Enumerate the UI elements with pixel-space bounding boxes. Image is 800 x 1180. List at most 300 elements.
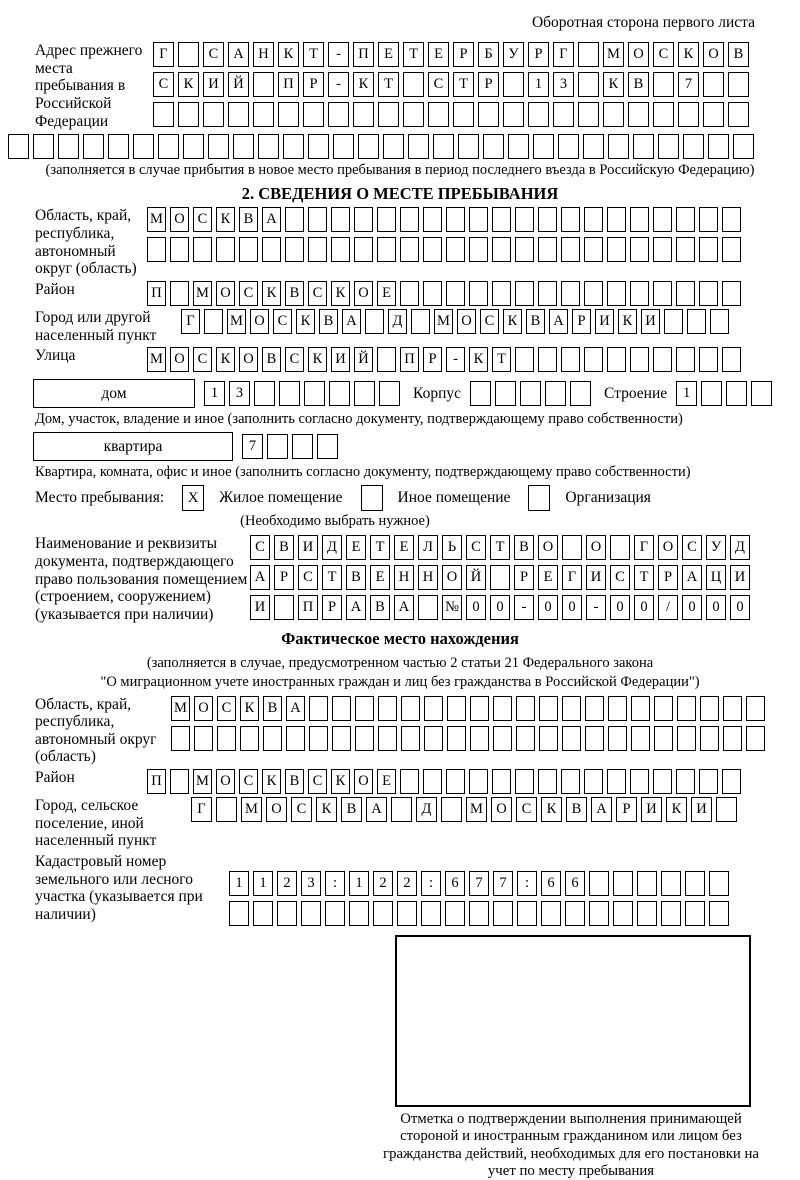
char-cell xyxy=(308,207,327,232)
char-cell xyxy=(441,797,462,822)
char-cell xyxy=(746,726,765,751)
char-cell: Е xyxy=(394,535,414,560)
char-cell xyxy=(653,281,672,306)
actual-location-title: Фактическое место нахождения xyxy=(281,628,519,648)
char-cell: Г xyxy=(634,535,654,560)
char-cell xyxy=(446,769,465,794)
char-cell xyxy=(279,381,300,406)
char-cell xyxy=(722,281,741,306)
char-cell: Т xyxy=(403,42,424,67)
char-cell: О xyxy=(658,535,678,560)
char-cell xyxy=(661,901,681,926)
char-cell: - xyxy=(446,347,465,372)
char-cell: О xyxy=(266,797,287,822)
char-cell: И xyxy=(730,565,750,590)
char-cell: 6 xyxy=(541,871,561,896)
char-cell: И xyxy=(250,595,270,620)
char-cell xyxy=(578,42,599,67)
char-cell xyxy=(194,726,213,751)
char-cell xyxy=(722,237,741,262)
char-cell: К xyxy=(331,281,350,306)
char-cell: А xyxy=(286,696,305,721)
char-cell xyxy=(538,281,557,306)
char-cell xyxy=(700,696,719,721)
char-cell: 7 xyxy=(242,434,263,459)
char-cell xyxy=(469,237,488,262)
char-cell xyxy=(539,726,558,751)
char-cell: М xyxy=(603,42,624,67)
char-cell xyxy=(589,901,609,926)
char-cell xyxy=(353,102,374,127)
document-row-2 xyxy=(250,565,750,590)
apartment-note: Квартира, комната, офис и иное (заполнить согласно документу, подтверждающему право собственности) xyxy=(35,464,691,481)
char-cell xyxy=(379,381,400,406)
char-cell: 1 xyxy=(676,381,697,406)
char-cell: № xyxy=(442,595,462,620)
char-cell xyxy=(538,237,557,262)
char-cell: Т xyxy=(490,535,510,560)
char-cell: М xyxy=(171,696,190,721)
char-cell xyxy=(424,696,443,721)
char-cell xyxy=(309,726,328,751)
char-cell: С xyxy=(298,565,318,590)
char-cell: В xyxy=(566,797,587,822)
char-cell: Й xyxy=(354,347,373,372)
char-cell xyxy=(528,102,549,127)
char-cell: В xyxy=(370,595,390,620)
apartment-box-label: квартира xyxy=(33,432,233,461)
char-cell xyxy=(728,72,749,97)
char-cell: К xyxy=(296,309,315,334)
char-cell: Е xyxy=(428,42,449,67)
char-cell xyxy=(677,696,696,721)
char-cell: 0 xyxy=(682,595,702,620)
char-cell xyxy=(397,901,417,926)
char-cell xyxy=(561,347,580,372)
street-row xyxy=(147,347,741,372)
char-cell xyxy=(561,281,580,306)
char-cell xyxy=(603,102,624,127)
char-cell xyxy=(653,237,672,262)
char-cell: 7 xyxy=(469,871,489,896)
char-cell: С xyxy=(516,797,537,822)
char-cell: Р xyxy=(528,42,549,67)
char-cell xyxy=(613,901,633,926)
char-cell: Г xyxy=(191,797,212,822)
char-cell: И xyxy=(641,797,662,822)
document-label: Наименование и реквизиты документа, подтверждающего право пользования помещением (строением, сооружением) (указывается при наличии) xyxy=(35,535,248,623)
char-cell xyxy=(33,134,54,159)
char-cell xyxy=(545,381,566,406)
char-cell xyxy=(508,134,529,159)
char-cell xyxy=(401,696,420,721)
char-cell xyxy=(254,381,275,406)
char-cell: М xyxy=(147,207,166,232)
char-cell xyxy=(517,901,537,926)
char-cell: А xyxy=(549,309,568,334)
char-cell xyxy=(292,434,313,459)
char-cell xyxy=(411,309,430,334)
document-row-3 xyxy=(250,595,750,620)
char-cell xyxy=(584,207,603,232)
char-cell xyxy=(391,797,412,822)
char-cell: К xyxy=(503,309,522,334)
char-cell: И xyxy=(691,797,712,822)
char-cell xyxy=(565,901,585,926)
cadastral-row-2 xyxy=(229,901,729,926)
char-cell: С xyxy=(466,535,486,560)
char-cell xyxy=(516,696,535,721)
char-cell xyxy=(710,309,729,334)
street-label: Улица xyxy=(35,347,76,365)
char-cell: В xyxy=(319,309,338,334)
prev-address-note: (заполняется в случае прибытия в новое место пребывания в период последнего въезда в Российскую Федерацию) xyxy=(45,162,755,179)
char-cell: В xyxy=(341,797,362,822)
char-cell xyxy=(377,347,396,372)
char-cell: 1 xyxy=(204,381,225,406)
char-cell xyxy=(332,726,351,751)
char-cell xyxy=(562,726,581,751)
char-cell: М xyxy=(193,769,212,794)
char-cell xyxy=(217,726,236,751)
char-cell: Р xyxy=(274,565,294,590)
char-cell: Д xyxy=(730,535,750,560)
char-cell xyxy=(274,595,294,620)
char-cell xyxy=(653,102,674,127)
char-cell: Г xyxy=(553,42,574,67)
char-cell: 2 xyxy=(373,871,393,896)
char-cell xyxy=(286,726,305,751)
char-cell: К xyxy=(178,72,199,97)
char-cell: Н xyxy=(253,42,274,67)
char-cell xyxy=(699,207,718,232)
char-cell xyxy=(631,726,650,751)
char-cell: С xyxy=(239,281,258,306)
char-cell: Р xyxy=(514,565,534,590)
char-cell: Ь xyxy=(442,535,462,560)
char-cell: Т xyxy=(492,347,511,372)
char-cell: 0 xyxy=(634,595,654,620)
char-cell: М xyxy=(147,347,166,372)
char-cell xyxy=(653,72,674,97)
char-cell xyxy=(331,237,350,262)
char-cell xyxy=(630,237,649,262)
char-cell: В xyxy=(628,72,649,97)
char-cell: К xyxy=(469,347,488,372)
char-cell: 0 xyxy=(610,595,630,620)
char-cell xyxy=(585,696,604,721)
char-cell xyxy=(607,281,626,306)
char-cell xyxy=(253,72,274,97)
region-label: Область, край, республика, автономный округ (область) xyxy=(35,207,137,278)
char-cell: Е xyxy=(370,565,390,590)
char-cell xyxy=(239,237,258,262)
char-cell: В xyxy=(514,535,534,560)
char-cell xyxy=(676,769,695,794)
char-cell: - xyxy=(328,72,349,97)
document-row-1 xyxy=(250,535,750,560)
char-cell xyxy=(423,281,442,306)
stay-type-note: (Необходимо выбрать нужное) xyxy=(240,513,430,530)
char-cell: / xyxy=(658,595,678,620)
char-cell: П xyxy=(147,769,166,794)
char-cell xyxy=(170,237,189,262)
char-cell xyxy=(492,207,511,232)
char-cell xyxy=(515,237,534,262)
char-cell xyxy=(676,237,695,262)
char-cell: Р xyxy=(453,42,474,67)
char-cell: Н xyxy=(418,565,438,590)
char-cell xyxy=(722,207,741,232)
char-cell: К xyxy=(216,347,235,372)
char-cell: Е xyxy=(538,565,558,590)
char-cell xyxy=(285,207,304,232)
char-cell xyxy=(493,696,512,721)
char-cell: Т xyxy=(453,72,474,97)
char-cell xyxy=(578,102,599,127)
char-cell xyxy=(469,901,489,926)
char-cell xyxy=(458,134,479,159)
char-cell: П xyxy=(147,281,166,306)
char-cell: А xyxy=(250,565,270,590)
cadastral-label: Кадастровый номер земельного или лесного участка (указывается при наличии) xyxy=(35,853,203,924)
char-cell: К xyxy=(353,72,374,97)
char-cell xyxy=(203,102,224,127)
char-cell xyxy=(685,901,705,926)
char-cell xyxy=(331,207,350,232)
section2-title: 2. СВЕДЕНИЯ О МЕСТЕ ПРЕБЫВАНИЯ xyxy=(241,184,559,204)
char-cell xyxy=(677,726,696,751)
char-cell xyxy=(183,134,204,159)
char-cell: Т xyxy=(303,42,324,67)
char-cell: С xyxy=(273,309,292,334)
char-cell xyxy=(193,237,212,262)
char-cell: 3 xyxy=(301,871,321,896)
char-cell xyxy=(561,237,580,262)
char-cell xyxy=(158,134,179,159)
char-cell: С xyxy=(250,535,270,560)
char-cell xyxy=(562,696,581,721)
char-cell xyxy=(317,434,338,459)
char-cell xyxy=(583,134,604,159)
actual-district-row xyxy=(147,769,741,794)
char-cell: 2 xyxy=(277,871,297,896)
char-cell xyxy=(418,595,438,620)
char-cell xyxy=(469,281,488,306)
char-cell xyxy=(433,134,454,159)
char-cell xyxy=(178,102,199,127)
char-cell xyxy=(562,535,582,560)
char-cell xyxy=(377,207,396,232)
char-cell xyxy=(423,769,442,794)
char-cell: И xyxy=(331,347,350,372)
char-cell xyxy=(377,237,396,262)
char-cell xyxy=(610,535,630,560)
char-cell xyxy=(283,134,304,159)
char-cell xyxy=(538,207,557,232)
char-cell: У xyxy=(706,535,726,560)
char-cell: 3 xyxy=(229,381,250,406)
char-cell xyxy=(147,237,166,262)
char-cell xyxy=(584,237,603,262)
char-cell: С xyxy=(239,769,258,794)
char-cell: О xyxy=(354,281,373,306)
char-cell: И xyxy=(595,309,614,334)
char-cell xyxy=(263,726,282,751)
char-cell: Г xyxy=(181,309,200,334)
char-cell xyxy=(726,381,747,406)
char-cell xyxy=(630,281,649,306)
char-cell: В xyxy=(262,347,281,372)
char-cell: К xyxy=(262,769,281,794)
char-cell xyxy=(723,696,742,721)
char-cell xyxy=(515,347,534,372)
char-cell xyxy=(303,102,324,127)
char-cell: С xyxy=(217,696,236,721)
char-cell xyxy=(685,871,705,896)
char-cell xyxy=(453,102,474,127)
stay-type-option-other: Иное помещение xyxy=(397,489,511,507)
char-cell: О xyxy=(170,347,189,372)
char-cell xyxy=(278,102,299,127)
char-cell xyxy=(470,696,489,721)
char-cell: Е xyxy=(377,769,396,794)
char-cell xyxy=(208,134,229,159)
char-cell xyxy=(83,134,104,159)
char-cell: П xyxy=(298,595,318,620)
char-cell: Й xyxy=(466,565,486,590)
char-cell: О xyxy=(442,565,462,590)
char-cell xyxy=(229,901,249,926)
char-cell: Т xyxy=(370,535,390,560)
char-cell xyxy=(401,726,420,751)
char-cell: О xyxy=(354,769,373,794)
char-cell: - xyxy=(328,42,349,67)
char-cell: В xyxy=(263,696,282,721)
char-cell: М xyxy=(241,797,262,822)
char-cell: С xyxy=(308,281,327,306)
char-cell: И xyxy=(298,535,318,560)
char-cell: О xyxy=(586,535,606,560)
char-cell: С xyxy=(308,769,327,794)
char-cell xyxy=(628,102,649,127)
district-row xyxy=(147,281,741,306)
char-cell: В xyxy=(274,535,294,560)
char-cell: Д xyxy=(388,309,407,334)
char-cell: Й xyxy=(228,72,249,97)
char-cell: А xyxy=(366,797,387,822)
char-cell xyxy=(240,726,259,751)
char-cell xyxy=(608,726,627,751)
char-cell xyxy=(722,769,741,794)
char-cell: 6 xyxy=(445,871,465,896)
char-cell xyxy=(328,102,349,127)
char-cell: К xyxy=(308,347,327,372)
char-cell: О xyxy=(216,281,235,306)
korpus-row xyxy=(470,381,591,406)
char-cell: : xyxy=(325,871,345,896)
char-cell xyxy=(608,134,629,159)
char-cell: 0 xyxy=(706,595,726,620)
house-note: Дом, участок, владение и иное (заполнить согласно документу, подтверждающему право собственности) xyxy=(35,411,683,428)
char-cell xyxy=(570,381,591,406)
char-cell xyxy=(253,102,274,127)
char-cell: - xyxy=(514,595,534,620)
char-cell xyxy=(490,565,510,590)
char-cell xyxy=(492,237,511,262)
char-cell xyxy=(493,901,513,926)
char-cell xyxy=(400,281,419,306)
char-cell: Р xyxy=(423,347,442,372)
char-cell: М xyxy=(434,309,453,334)
char-cell xyxy=(403,102,424,127)
char-cell: 0 xyxy=(466,595,486,620)
char-cell xyxy=(630,347,649,372)
char-cell xyxy=(676,207,695,232)
char-cell: С xyxy=(153,72,174,97)
char-cell xyxy=(503,102,524,127)
char-cell xyxy=(538,769,557,794)
char-cell xyxy=(408,134,429,159)
actual-district-label: Район xyxy=(35,769,75,787)
char-cell xyxy=(365,309,384,334)
char-cell xyxy=(608,696,627,721)
char-cell xyxy=(383,134,404,159)
char-cell: 1 xyxy=(253,871,273,896)
char-cell xyxy=(683,134,704,159)
char-cell: Р xyxy=(322,595,342,620)
char-cell xyxy=(378,726,397,751)
actual-location-note-1: (заполняется в случае, предусмотренном частью 2 статьи 21 Федерального закона xyxy=(146,654,654,671)
char-cell xyxy=(332,696,351,721)
char-cell: : xyxy=(421,871,441,896)
char-cell xyxy=(515,207,534,232)
char-cell xyxy=(533,134,554,159)
char-cell: 2 xyxy=(397,871,417,896)
char-cell xyxy=(678,102,699,127)
char-cell: 0 xyxy=(490,595,510,620)
char-cell xyxy=(309,696,328,721)
char-cell xyxy=(355,696,374,721)
char-cell xyxy=(378,102,399,127)
char-cell xyxy=(637,871,657,896)
char-cell xyxy=(8,134,29,159)
char-cell: 1 xyxy=(349,871,369,896)
char-cell xyxy=(516,726,535,751)
char-cell xyxy=(676,347,695,372)
char-cell xyxy=(325,901,345,926)
char-cell: М xyxy=(227,309,246,334)
char-cell xyxy=(630,769,649,794)
char-cell xyxy=(653,347,672,372)
char-cell xyxy=(253,901,273,926)
char-cell xyxy=(584,347,603,372)
char-cell xyxy=(676,281,695,306)
char-cell: 7 xyxy=(678,72,699,97)
char-cell: О xyxy=(491,797,512,822)
char-cell: - xyxy=(586,595,606,620)
char-cell xyxy=(607,347,626,372)
char-cell xyxy=(699,769,718,794)
char-cell xyxy=(578,72,599,97)
char-cell xyxy=(170,769,189,794)
char-cell xyxy=(733,134,754,159)
char-cell xyxy=(470,381,491,406)
char-cell xyxy=(613,871,633,896)
char-cell xyxy=(446,207,465,232)
actual-region-label: Область, край, республика, автономный округ (область) xyxy=(35,695,157,766)
char-cell: Р xyxy=(572,309,591,334)
